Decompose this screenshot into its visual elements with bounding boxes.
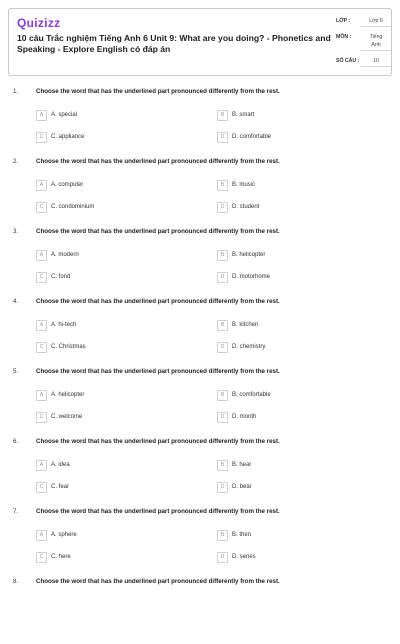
- option-text: D. series: [232, 553, 256, 560]
- option-text: C. fear: [51, 483, 70, 490]
- option-letter: A: [36, 390, 47, 401]
- option-text: A. idea: [51, 461, 70, 468]
- option-letter: D: [217, 342, 228, 353]
- option-letter: C: [36, 482, 47, 493]
- option-letter: D: [217, 272, 228, 283]
- question-8: [0, 574, 400, 644]
- question-text: Choose the word that has the underlined part pronounced differently from the rest.: [36, 228, 280, 235]
- option-letter: B: [217, 460, 228, 471]
- question-list: [0, 84, 400, 644]
- question-1: [0, 84, 400, 154]
- option-letter: A: [36, 180, 47, 191]
- question-6: [0, 434, 400, 504]
- option-text: D. student: [232, 203, 260, 210]
- worksheet-header: [8, 8, 392, 76]
- option-letter: B: [217, 180, 228, 191]
- question-number: 1.: [13, 88, 19, 95]
- count-label: SỐ CÂU :: [336, 58, 360, 64]
- question-text: Choose the word that has the underlined part pronounced differently from the rest.: [36, 158, 280, 165]
- option-letter: B: [217, 320, 228, 331]
- option-text: D. bear: [232, 483, 252, 490]
- subject-underline: [361, 50, 391, 51]
- question-4: [0, 294, 400, 364]
- option-text: A. special: [51, 111, 78, 118]
- question-number: 4.: [13, 298, 19, 305]
- option-letter: A: [36, 460, 47, 471]
- option-letter: A: [36, 320, 47, 331]
- option-letter: D: [217, 132, 228, 143]
- question-5: [0, 364, 400, 434]
- question-7: [0, 504, 400, 574]
- option-text: B. kitchen: [232, 321, 259, 328]
- option-text: C. condominium: [51, 203, 95, 210]
- subject-value-line1: Tiếng: [369, 34, 383, 40]
- option-text: A. sphere: [51, 531, 77, 538]
- question-text: Choose the word that has the underlined part pronounced differently from the rest.: [36, 438, 280, 445]
- class-value: Lớp 6: [369, 18, 383, 24]
- option-letter: D: [217, 552, 228, 563]
- option-text: A. helicopter: [51, 391, 85, 398]
- option-letter: B: [217, 390, 228, 401]
- option-text: C. fond: [51, 273, 71, 280]
- option-text: B. smart: [232, 111, 255, 118]
- option-text: D. comfortable: [232, 133, 272, 140]
- option-letter: A: [36, 530, 47, 541]
- question-2: [0, 154, 400, 224]
- class-label: LỚP :: [336, 18, 351, 24]
- question-text: Choose the word that has the underlined part pronounced differently from the rest.: [36, 578, 280, 585]
- option-text: C. here: [51, 553, 71, 560]
- question-text: Choose the word that has the underlined part pronounced differently from the rest.: [36, 88, 280, 95]
- option-letter: D: [217, 482, 228, 493]
- question-number: 5.: [13, 368, 19, 375]
- worksheet-title: 10 câu Trắc nghiệm Tiếng Anh 6 Unit 9: What are you doing? - Phonetics and Speaking - Explore English có đáp án: [17, 33, 331, 54]
- subject-value-line2: Anh: [371, 42, 381, 48]
- question-number: 2.: [13, 158, 19, 165]
- option-letter: A: [36, 250, 47, 261]
- class-underline: [361, 26, 391, 27]
- option-letter: D: [217, 202, 228, 213]
- option-letter: D: [217, 412, 228, 423]
- question-number: 3.: [13, 228, 19, 235]
- option-letter: C: [36, 272, 47, 283]
- option-text: B. then: [232, 531, 252, 538]
- question-text: Choose the word that has the underlined part pronounced differently from the rest.: [36, 368, 280, 375]
- count-underline: [361, 66, 391, 67]
- question-text: Choose the word that has the underlined part pronounced differently from the rest.: [36, 508, 280, 515]
- question-3: [0, 224, 400, 294]
- question-number: 8.: [13, 578, 19, 585]
- option-text: D. chemistry: [232, 343, 266, 350]
- option-letter: B: [217, 530, 228, 541]
- option-letter: A: [36, 110, 47, 121]
- option-text: A. computer: [51, 181, 84, 188]
- option-text: C. welcome: [51, 413, 83, 420]
- option-text: A. hi-tech: [51, 321, 77, 328]
- option-letter: B: [217, 250, 228, 261]
- option-text: B. hear: [232, 461, 252, 468]
- question-number: 6.: [13, 438, 19, 445]
- option-text: C. Christmas: [51, 343, 86, 350]
- option-letter: C: [36, 202, 47, 213]
- option-text: D. month: [232, 413, 257, 420]
- question-number: 7.: [13, 508, 19, 515]
- option-letter: C: [36, 342, 47, 353]
- option-text: A. modern: [51, 251, 79, 258]
- quizizz-logo: Quizizz: [17, 16, 61, 30]
- option-letter: C: [36, 412, 47, 423]
- count-value: 10: [373, 58, 379, 64]
- subject-label: MÔN :: [336, 34, 352, 40]
- option-text: B. music: [232, 181, 256, 188]
- option-letter: C: [36, 552, 47, 563]
- option-letter: B: [217, 110, 228, 121]
- option-text: D. motorhome: [232, 273, 271, 280]
- option-text: C. appliance: [51, 133, 85, 140]
- question-text: Choose the word that has the underlined part pronounced differently from the rest.: [36, 298, 280, 305]
- option-letter: C: [36, 132, 47, 143]
- option-text: B. comfortable: [232, 391, 271, 398]
- option-text: B. helicopter: [232, 251, 266, 258]
